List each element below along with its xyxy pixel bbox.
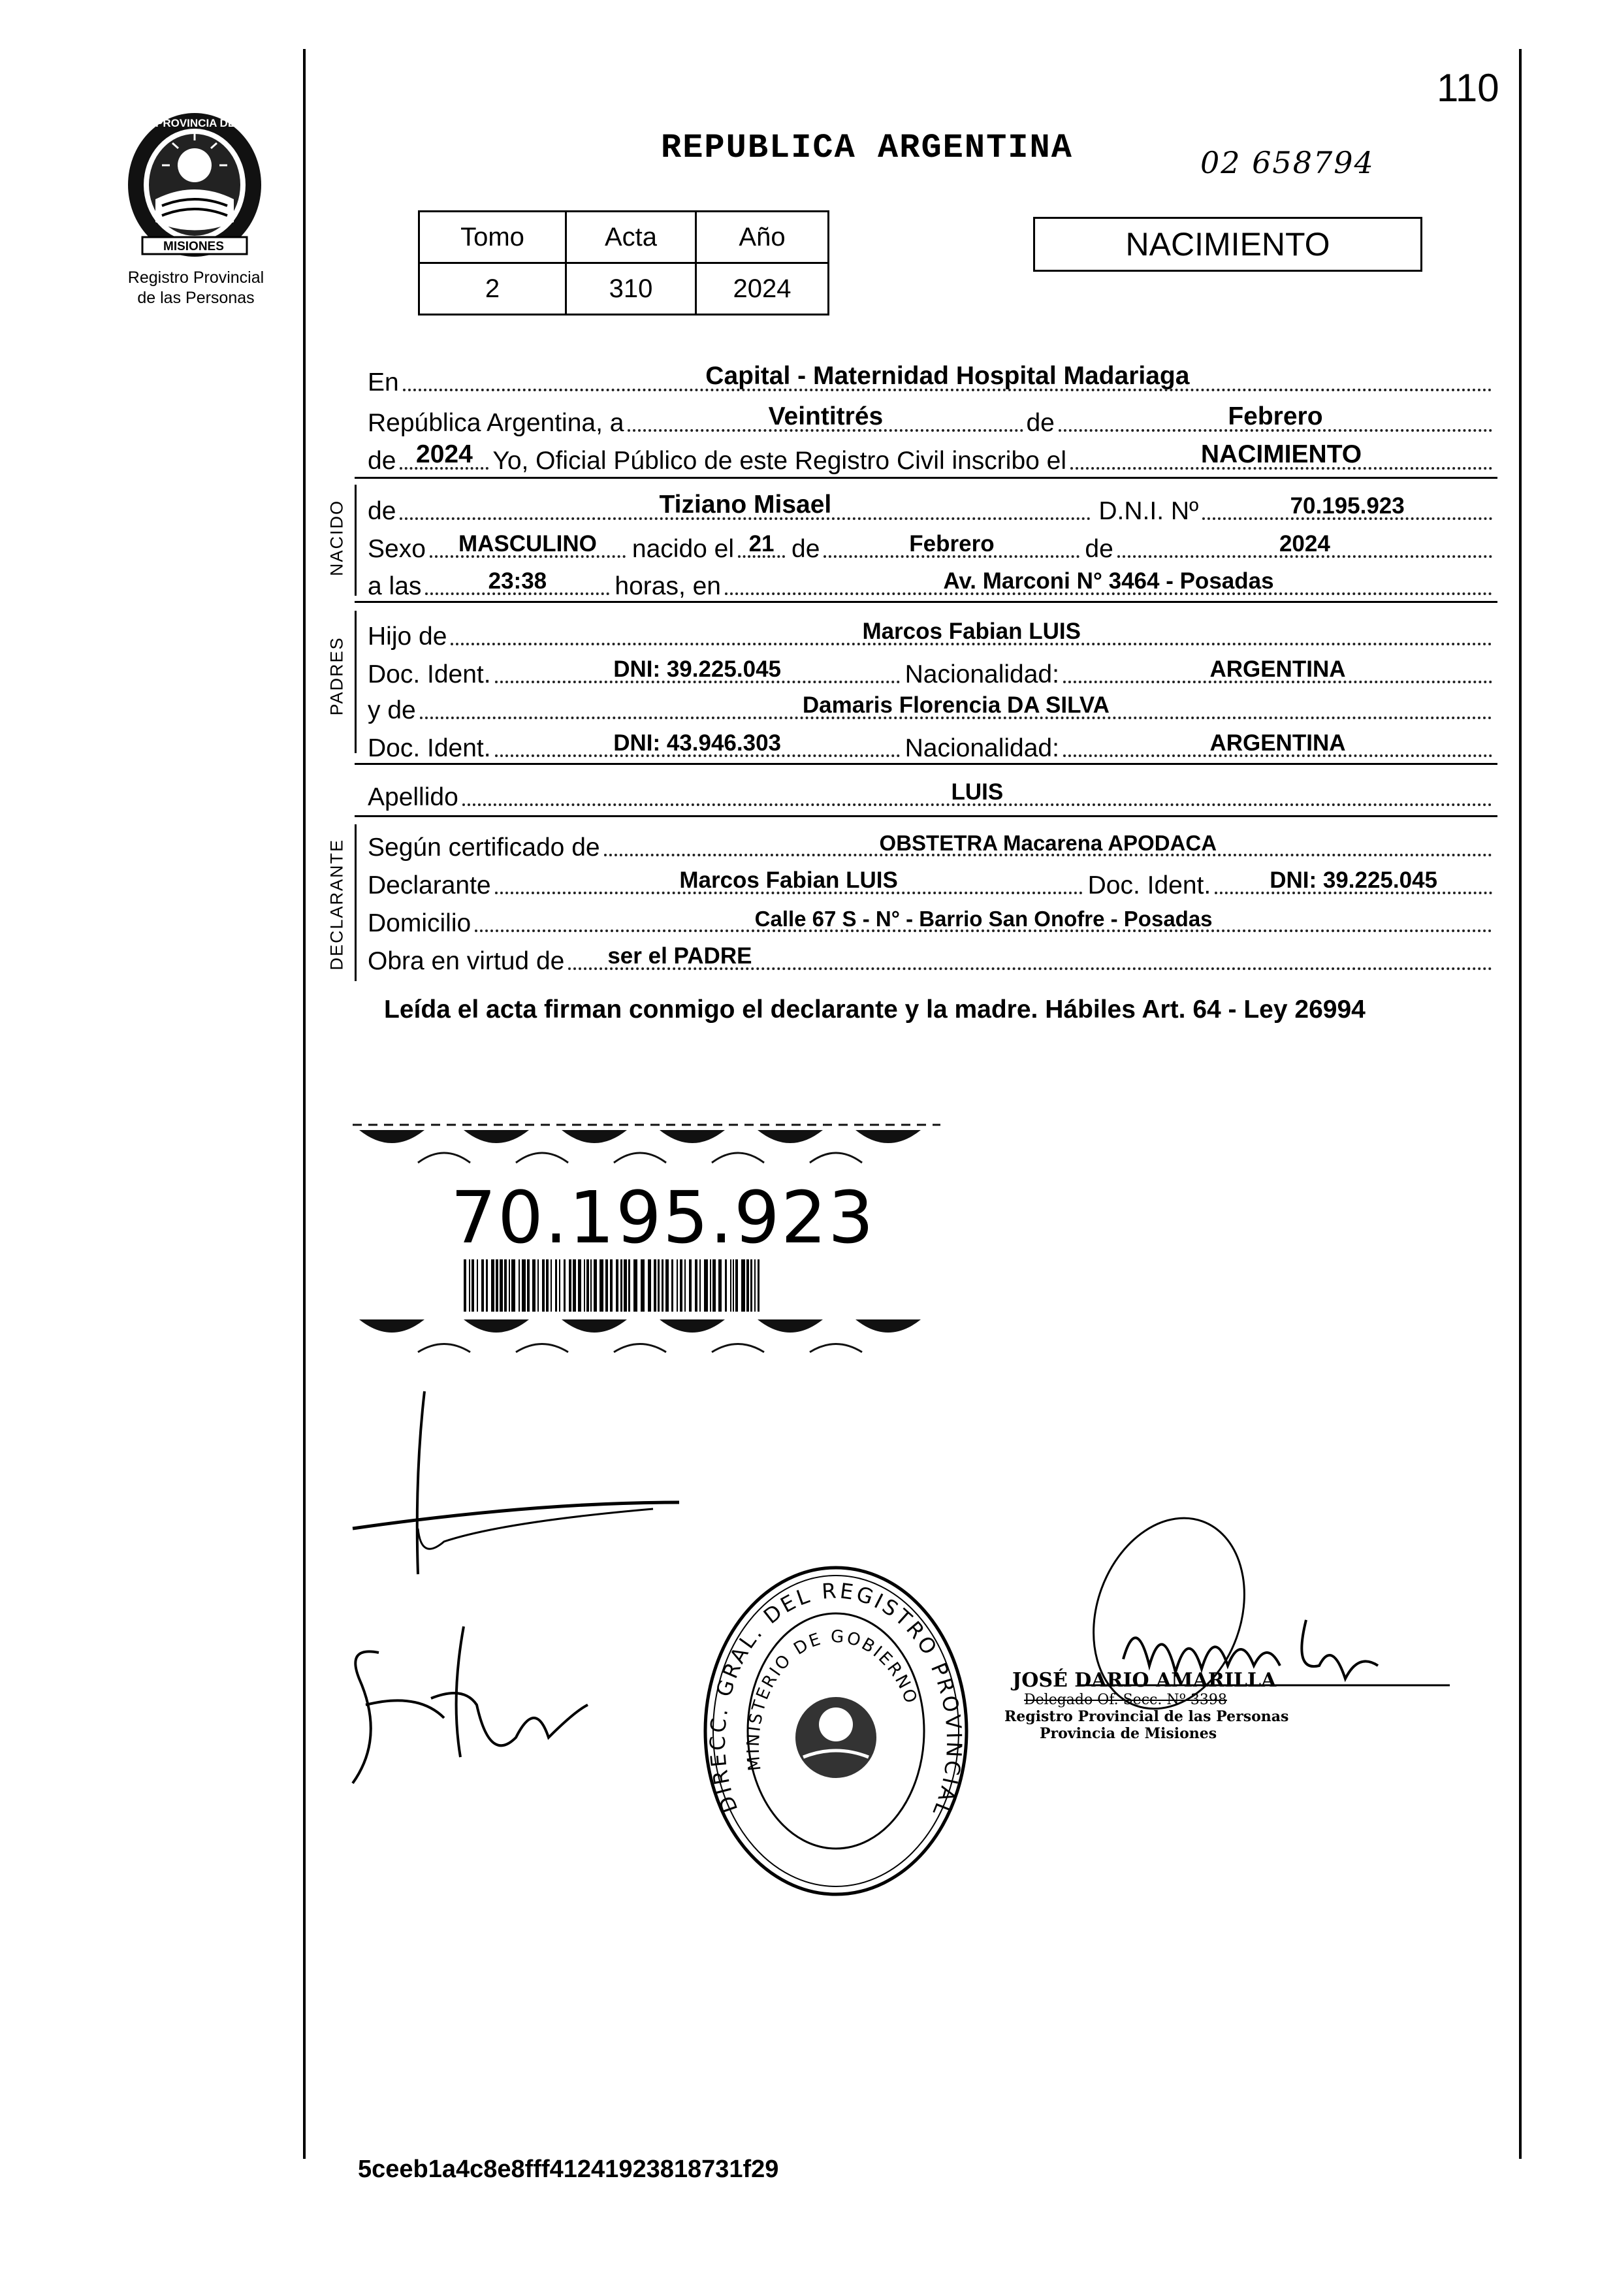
registry-caption: [91, 268, 300, 308]
registry-table-values: [419, 263, 829, 315]
de-label: de: [1085, 535, 1113, 563]
nacionalidad-label: Nacionalidad:: [904, 660, 1059, 688]
father-name-value: Marcos Fabian LUIS: [862, 619, 1081, 644]
nacido-bracket: [355, 485, 357, 596]
sticker-top-border: [353, 1110, 940, 1169]
svg-text:MINISTERIO DE GOBIERNO: MINISTERIO DE GOBIERNO: [743, 1626, 921, 1772]
en-label: En: [368, 368, 399, 396]
nacido-label: nacido el: [632, 535, 735, 563]
row-republica: [368, 398, 1492, 438]
surname-value: LUIS: [951, 779, 1004, 805]
row-obra: [368, 937, 1492, 976]
obra-label: Obra en virtud de: [368, 947, 565, 975]
svg-text:DIRECC. GRAL. DEL REGISTRO PRO: DIRECC. GRAL. DEL REGISTRO PROVINCIAL: [705, 1577, 967, 1822]
registry-table: [418, 210, 829, 315]
certifier-value: OBSTETRA Macarena APODACA: [879, 831, 1217, 855]
sticker-dni-number: 70.195.923: [451, 1176, 875, 1259]
ano-value: 2024: [696, 263, 829, 315]
dni-sticker: [353, 1110, 940, 1359]
row-en: [368, 358, 1492, 397]
mother-name-value: Damaris Florencia DA SILVA: [802, 692, 1110, 718]
padres-bracket: [355, 611, 357, 753]
child-dni-value: 70.195.923: [1290, 493, 1405, 519]
declarant-name-value: Marcos Fabian LUIS: [679, 867, 898, 893]
row-y-de: [368, 686, 1492, 725]
a-las-label: a las: [368, 572, 422, 600]
place-value: Capital - Maternidad Hospital Madariaga: [705, 362, 1190, 390]
official-statement: Yo, Oficial Público de este Registro Civil inscribo el: [492, 447, 1067, 475]
row-hora: [368, 562, 1492, 601]
address-value: Calle 67 S - N° - Barrio San Onofre - Posadas: [754, 907, 1213, 931]
acta-value: 310: [566, 263, 696, 315]
father-nationality-value: ARGENTINA: [1209, 656, 1346, 682]
declarant-doc-value: DNI: 39.225.045: [1270, 867, 1438, 893]
official-office: Registro Provincial de las Personas: [1004, 1708, 1289, 1725]
de-label: de: [1026, 409, 1055, 437]
nacido-section-label: NACIDO: [327, 500, 347, 577]
de-label: de: [368, 447, 396, 475]
act-day-value: Veintitrés: [768, 402, 884, 430]
row-apellido: [368, 773, 1492, 812]
row-sexo: [368, 525, 1492, 564]
col-ano-header: Año: [696, 212, 829, 263]
nacionalidad-label: Nacionalidad:: [904, 734, 1059, 762]
divider: [355, 477, 1497, 479]
declarante-section-label: DECLARANTE: [327, 838, 347, 971]
hijo-de-label: Hijo de: [368, 623, 447, 651]
document-title: REPUBLICA ARGENTINA: [661, 129, 1073, 167]
father-doc-value: DNI: 39.225.045: [613, 656, 782, 682]
row-hijo-de: [368, 612, 1492, 651]
mother-doc-value: DNI: 43.946.303: [613, 730, 782, 756]
row-father-doc: [368, 650, 1492, 689]
birth-month-value: Febrero: [909, 531, 995, 557]
de-label: de: [368, 497, 396, 525]
registry-logo: [116, 108, 273, 265]
row-certificado: [368, 823, 1492, 862]
birth-day-value: 21: [748, 531, 775, 557]
declarante-bracket: [355, 824, 357, 981]
divider: [355, 815, 1497, 817]
act-month-value: Febrero: [1228, 402, 1323, 430]
registry-table-header: [419, 212, 829, 263]
doc-ident-label: Doc. Ident.: [368, 734, 491, 762]
official-name: JOSÉ DARIO AMARILLA: [1012, 1669, 1277, 1692]
sexo-label: Sexo: [368, 535, 426, 563]
right-margin-line: [1519, 49, 1522, 2159]
official-stamp: [699, 1561, 973, 1901]
caption-line-1: Registro Provincial: [127, 268, 264, 287]
birth-time-value: 23:38: [488, 568, 547, 594]
col-acta-header: Acta: [566, 212, 696, 263]
y-de-label: y de: [368, 696, 416, 724]
barcode-icon: [464, 1259, 764, 1312]
page-number: 110: [1437, 66, 1499, 110]
row-nacido-name: [368, 487, 1492, 526]
row-mother-doc: [368, 724, 1492, 763]
official-block: [993, 1669, 1384, 1742]
sticker-bottom-border: [353, 1313, 940, 1359]
divider: [355, 763, 1497, 765]
row-declarante: [368, 861, 1492, 900]
republica-label: República Argentina, a: [368, 409, 624, 437]
apellido-label: Apellido: [368, 783, 458, 811]
record-type-box: NACIMIENTO: [1033, 217, 1422, 272]
dni-label: D.N.I. Nº: [1098, 497, 1199, 525]
act-type-value: NACIMIENTO: [1200, 440, 1362, 468]
doc-ident-label: Doc. Ident.: [1087, 871, 1211, 899]
seal-lettering: PROVINCIA DE MISIONES: [155, 117, 236, 253]
stamp-seal-icon: [699, 1561, 973, 1901]
divider: [355, 601, 1497, 603]
caption-line-2: de las Personas: [137, 289, 255, 307]
mother-signature: [340, 1607, 731, 1790]
document-hash: 5ceeb1a4c8e8fff41241923818731f29: [358, 2156, 779, 2183]
birth-year-value: 2024: [1279, 531, 1330, 557]
padres-section-label: PADRES: [327, 636, 347, 716]
row-domicilio: [368, 899, 1492, 938]
col-tomo-header: Tomo: [419, 212, 566, 263]
de-label: de: [792, 535, 820, 563]
act-year-value: 2024: [416, 440, 473, 468]
row-year: [368, 436, 1492, 476]
official-role: Delegado Of. Secc. Nº 3398: [1024, 1692, 1227, 1708]
capacity-value: ser el PADRE: [607, 943, 752, 969]
official-province: Provincia de Misiones: [1040, 1725, 1217, 1742]
left-margin-line: [303, 49, 306, 2159]
doc-ident-label: Doc. Ident.: [368, 660, 491, 688]
sexo-value: MASCULINO: [458, 531, 597, 557]
handwritten-number: 02 658794: [1200, 145, 1375, 180]
child-name-value: Tiziano Misael: [659, 491, 832, 519]
tomo-value: 2: [419, 263, 566, 315]
declarante-label: Declarante: [368, 871, 491, 899]
horas-en-label: horas, en: [615, 572, 721, 600]
closing-statement: Leída el acta firman conmigo el declarante y la madre. Hábiles Art. 64 - Ley 26994: [384, 995, 1366, 1024]
domicilio-label: Domicilio: [368, 909, 472, 937]
mother-nationality-value: ARGENTINA: [1209, 730, 1346, 756]
birth-place-value: Av. Marconi N° 3464 - Posadas: [943, 568, 1274, 594]
certificado-label: Según certificado de: [368, 833, 600, 862]
